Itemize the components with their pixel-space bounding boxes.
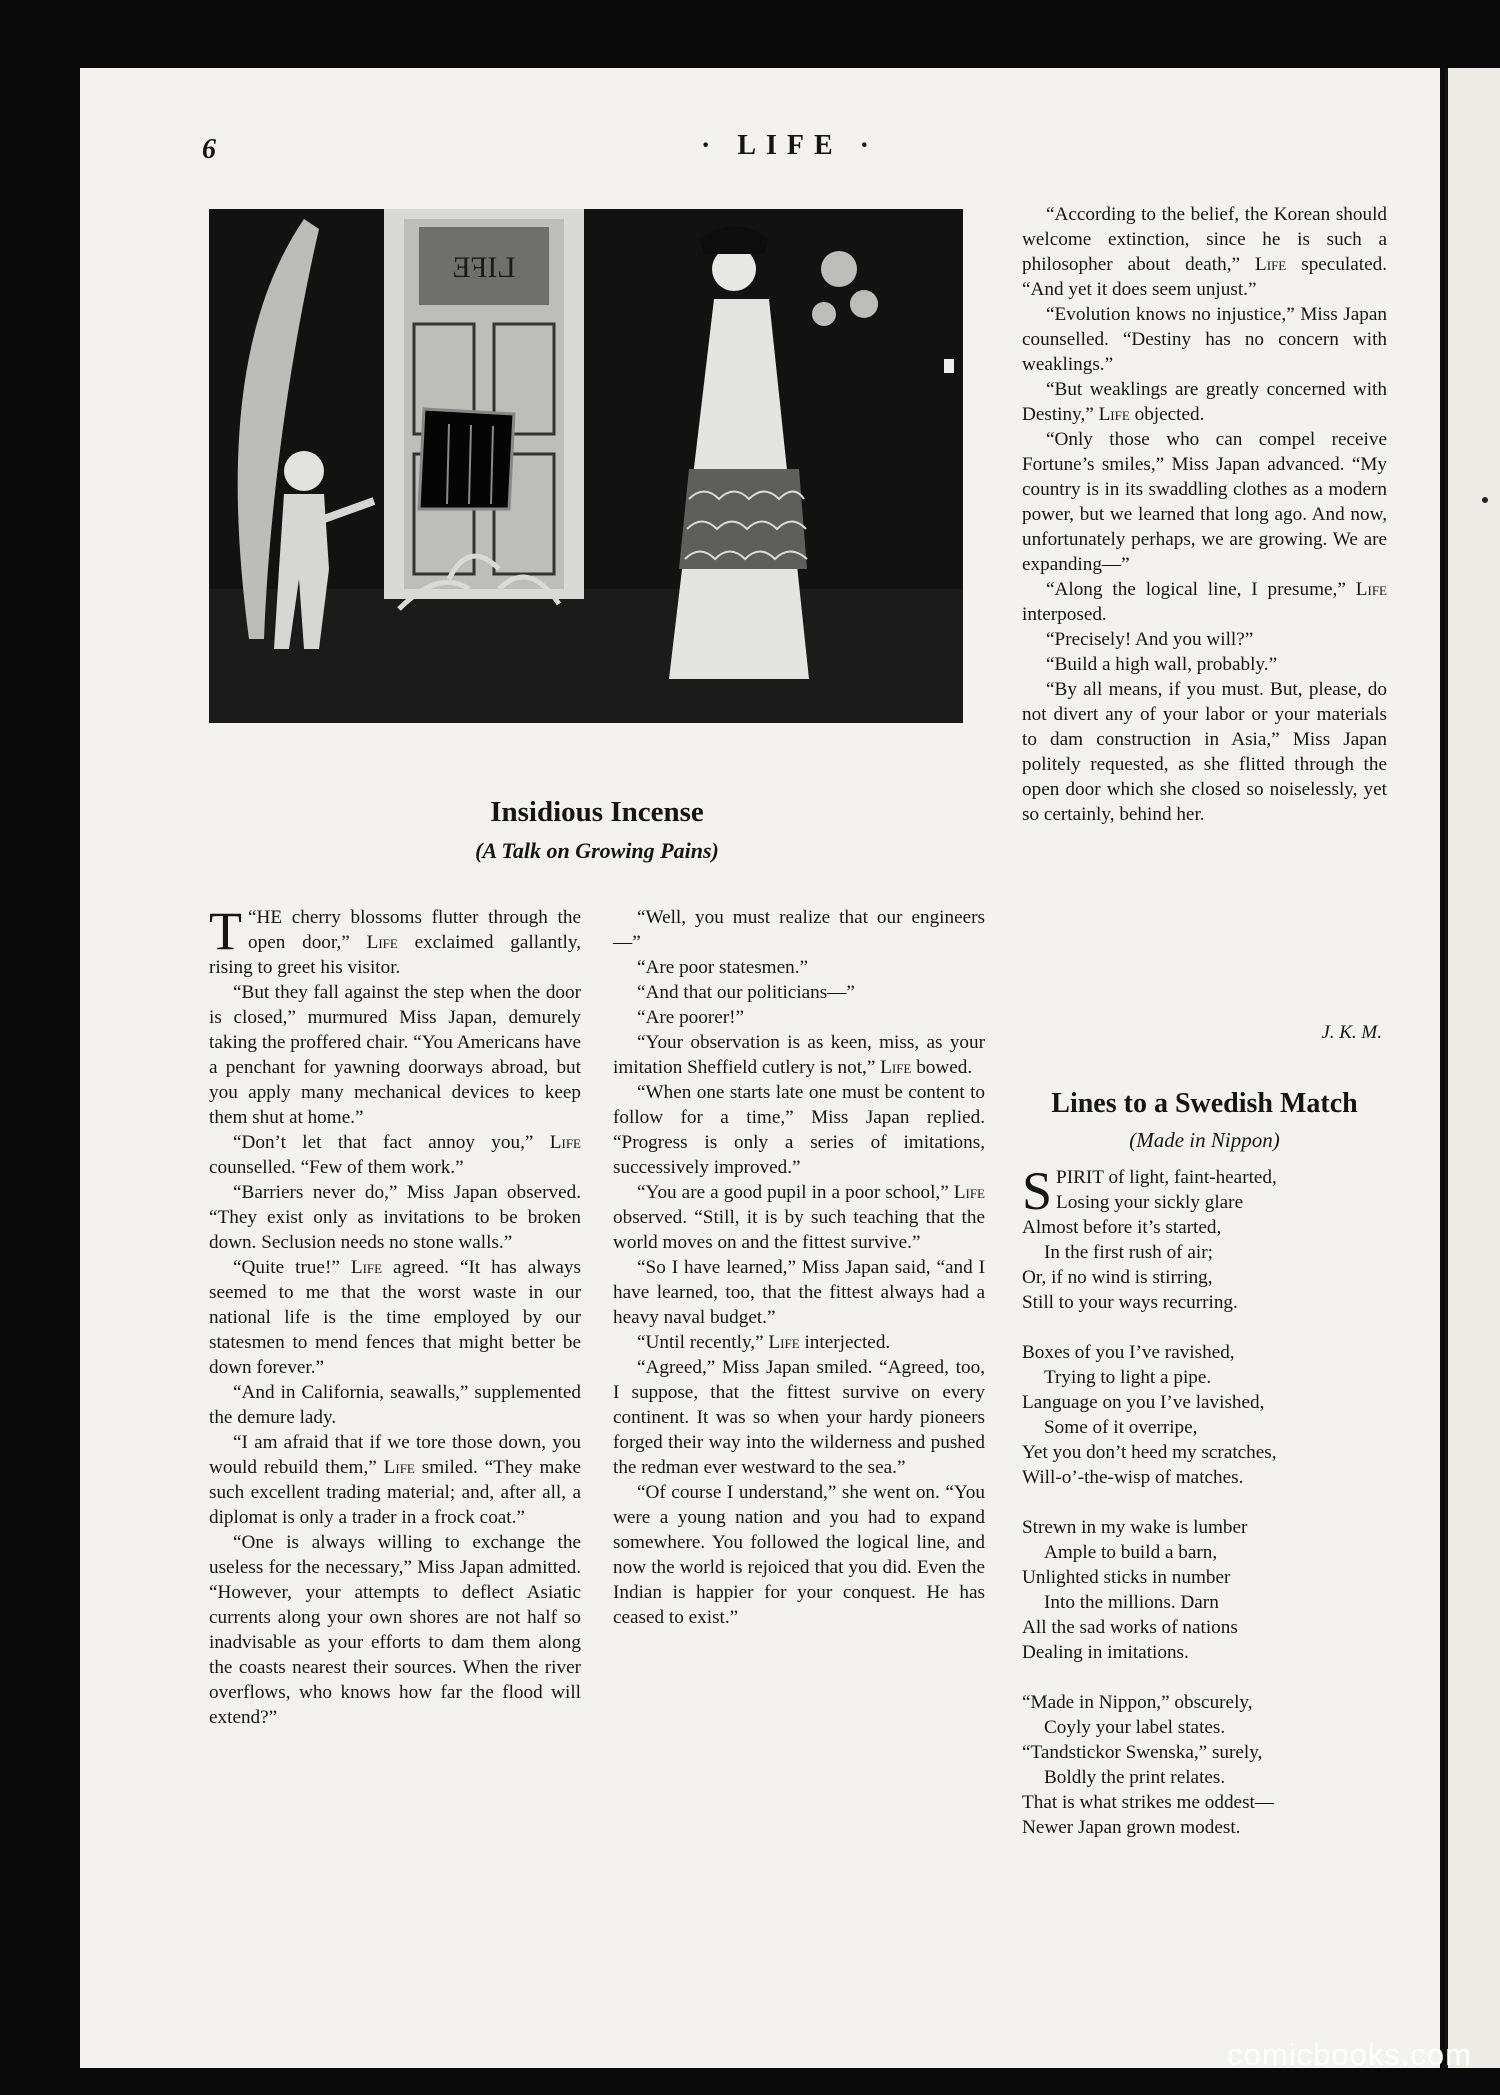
paragraph: “But weaklings are greatly concerned with Destiny,” Life objected. — [1022, 379, 1387, 425]
poem-subtitle: (Made in Nippon) — [1129, 1128, 1280, 1152]
paragraph: “Precisely! And you will?” — [1046, 629, 1254, 650]
cupid — [284, 451, 324, 491]
paragraph: “You are a good pupil in a poor school,” Life observed. “Still, it is by such teaching that the world moves on and the fittest survive.” — [613, 1182, 985, 1253]
paragraph: “Quite true!” Life agreed. “It has always seemed to me that the worst waste in our national life is the time employed by our statesmen to mend fences that might better be down forever.” — [209, 1257, 581, 1378]
stanza — [1022, 1515, 1392, 1665]
article-column-1 — [209, 901, 581, 1730]
paragraph: “Of course I understand,” she went on. “You were a young nation and you had to expand somewhere. You followed the logical line, and now the world is rejoiced that you did. Even the Indian is happier for your conquest. He has ceased to exist.” — [613, 1482, 985, 1628]
door-sign: LIFE — [452, 251, 516, 284]
poem-line: Coyly your label states. — [1044, 1717, 1226, 1738]
next-page-mark — [1482, 497, 1488, 503]
poem-line: Dealing in imitations. — [1022, 1642, 1189, 1663]
paragraph: “Agreed,” Miss Japan smiled. “Agreed, too, I suppose, that the fittest survive on every continent. It was so when your hardy pioneers forged their way into the wilderness and pushed the redman ever westward to the sea.” — [613, 1357, 985, 1478]
paragraph: “Are poorer!” — [637, 1007, 745, 1028]
paragraph: “According to the belief, the Korean should welcome extinction, since he is such a philosopher about death,” Life speculated. “And yet it does seem unjust.” — [1022, 204, 1387, 300]
article-title: Insidious Incense — [490, 796, 704, 828]
poem-line: Ample to build a barn, — [1044, 1542, 1218, 1563]
paragraph: “By all means, if you must. But, please, do not divert any of your labor or your materials to dam construction in Asia,” Miss Japan politely requested, as she flitted through the open door which she closed so noiselessly, yet so certainly, behind her. — [1022, 679, 1387, 825]
next-page-edge — [1445, 68, 1500, 2068]
article-subtitle: (A Talk on Growing Pains) — [475, 838, 719, 863]
drop-cap: S — [1022, 1161, 1053, 1221]
poem-line: Into the millions. Darn — [1044, 1592, 1219, 1613]
paragraph: “One is always willing to exchange the useless for the necessary,” Miss Japan admitted. “However, your attempts to deflect Asiatic currents along your own shores are not half so inadvisable as your efforts to dam them along the coasts nearest their sources. When the river overflows, who knows how far the flood will extend?” — [209, 1532, 581, 1728]
paragraph: “Your observation is as keen, miss, as your imitation Sheffield cutlery is not,” Life bowed. — [613, 1032, 985, 1078]
paragraph: “ T HE cherry blossoms flutter through the open door,” Life exclaimed gallantly, rising to greet his visitor. — [209, 901, 581, 978]
poem-line: “Tandstickor Swenska,” surely, — [1022, 1742, 1263, 1763]
stanza — [1022, 1161, 1392, 1315]
stanza — [1022, 1340, 1392, 1490]
author-signature: J. K. M. — [1321, 1022, 1382, 1043]
poem-title: Lines to a Swedish Match — [1051, 1088, 1358, 1119]
paragraph: “Only those who can compel receive Fortune’s smiles,” Miss Japan advanced. “My country is in its swaddling clothes as a modern power, but we learned that long ago. And now, unfortunately perhaps, we are growing. We are expanding—” — [1022, 429, 1387, 575]
paragraph: “And that our politicians—” — [637, 982, 855, 1003]
paragraph: “Barriers never do,” Miss Japan observed. “They exist only as invitations to be broken down. Seclusion needs no stone walls.” — [209, 1182, 581, 1253]
paragraph: “So I have learned,” Miss Japan said, “and I have learned, too, that the fittest always had a heavy naval budget.” — [613, 1257, 985, 1328]
watermark: comicbooks.com — [1227, 2037, 1472, 2072]
paragraph: “When one starts late one must be content to follow for a time,” Miss Japan replied. “Progress is only a series of imitations, successively improved.” — [613, 1082, 985, 1178]
illustration — [209, 209, 963, 723]
poem-line: Almost before it’s started, — [1022, 1217, 1222, 1238]
chair — [419, 409, 514, 509]
stanza — [1022, 1690, 1392, 1840]
paragraph: “Don’t let that fact annoy you,” Life counselled. “Few of them work.” — [209, 1132, 581, 1178]
poem — [1022, 1161, 1392, 1865]
poem-line: Boxes of you I’ve ravished, — [1022, 1342, 1235, 1363]
article-column-2 — [613, 905, 985, 1630]
paragraph: “Build a high wall, probably.” — [1046, 654, 1278, 675]
article-column-3 — [1022, 202, 1387, 827]
poem-line: PIRIT of light, faint-hearted, — [1056, 1167, 1277, 1188]
poem-line: Newer Japan grown modest. — [1022, 1817, 1241, 1838]
paragraph: “Until recently,” Life interjected. — [637, 1332, 891, 1353]
paragraph: “Along the logical line, I presume,” Life interposed. — [1022, 579, 1387, 625]
poem-line: Will-o’-the-wisp of matches. — [1022, 1467, 1244, 1488]
drop-cap: T — [209, 901, 242, 961]
poem-line: That is what strikes me oddest— — [1022, 1792, 1275, 1813]
poem-line: Strewn in my wake is lumber — [1022, 1517, 1248, 1538]
poem-line: Or, if no wind is stirring, — [1022, 1267, 1213, 1288]
poem-line: Still to your ways recurring. — [1022, 1292, 1238, 1313]
poem-line: Unlighted sticks in number — [1022, 1567, 1231, 1588]
paragraph: “But they fall against the step when the door is closed,” murmured Miss Japan, demurely taking the proffered chair. “You Americans have a penchant for yawning doorways abroad, but you apply many mechanical devices to keep them shut at home.” — [209, 982, 581, 1128]
poem-line: Language on you I’ve lavished, — [1022, 1392, 1265, 1413]
paragraph: “I am afraid that if we tore those down, you would rebuild them,” Life smiled. “They make such excellent trading material; and, after all, a diplomat is only a trader in a frock coat.” — [209, 1432, 581, 1528]
poem-line: “Made in Nippon,” obscurely, — [1022, 1692, 1253, 1713]
magazine-title: · LIFE · — [700, 130, 880, 161]
poem-line: Yet you don’t heed my scratches, — [1022, 1442, 1277, 1463]
paragraph: “And in California, seawalls,” supplemented the demure lady. — [209, 1382, 581, 1428]
paragraph: “Are poor statesmen.” — [637, 957, 809, 978]
poem-line: Trying to light a pipe. — [1044, 1367, 1212, 1388]
poem-line: Some of it overripe, — [1044, 1417, 1198, 1438]
poem-line: All the sad works of nations — [1022, 1617, 1238, 1638]
page-number: 6 — [202, 134, 216, 165]
poem-line: In the first rush of air; — [1044, 1242, 1213, 1263]
paragraph: “Well, you must realize that our engineers—” — [613, 907, 985, 953]
poem-line: Boldly the print relates. — [1044, 1767, 1226, 1788]
paragraph: “Evolution knows no injustice,” Miss Japan counselled. “Destiny has no concern with weaklings.” — [1022, 304, 1387, 375]
poem-line: Losing your sickly glare — [1056, 1192, 1244, 1213]
